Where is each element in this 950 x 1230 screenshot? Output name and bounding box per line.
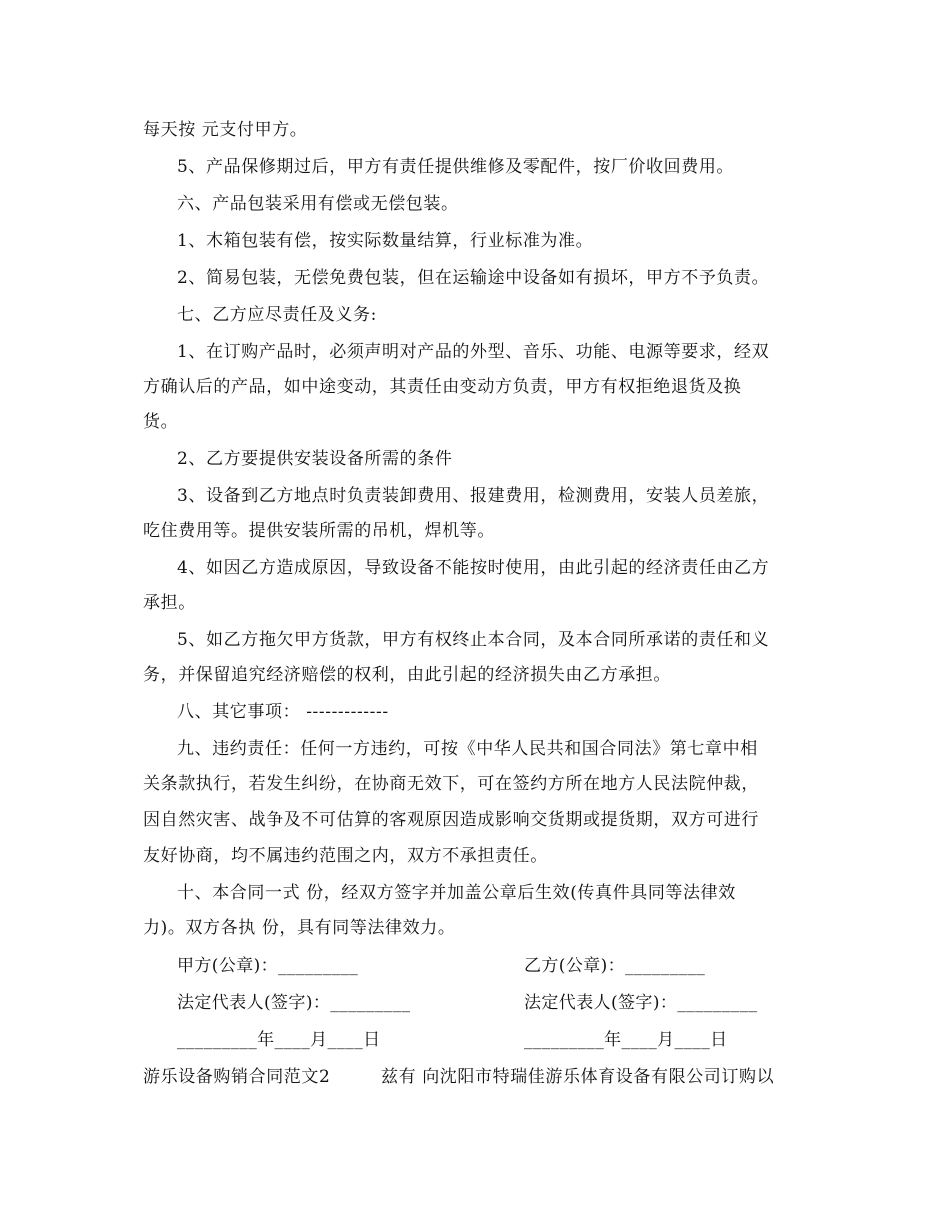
party-a-date: _________年____月____日 xyxy=(177,1030,381,1050)
text-line: 2、简易包装，无偿免费包装，但在运输途中设备如有损坏，甲方不予负责。 xyxy=(177,268,770,288)
text-line: 4、如因乙方造成原因，导致设备不能按时使用，由此引起的经济责任由乙方 xyxy=(177,558,770,578)
text-line: 关条款执行，若发生纠纷，在协商无效下，可在签约方所在地方人民法院仲裁， xyxy=(143,774,759,794)
party-b-representative: 法定代表人(签字)：_________ xyxy=(524,993,758,1013)
section-heading: 八、其它事项： ------------- xyxy=(177,702,389,722)
text-line: 1、木箱包装有偿，按实际数量结算，行业标准为准。 xyxy=(177,231,594,251)
text-line: 每天按 元支付甲方。 xyxy=(143,120,308,140)
footer-title: 游乐设备购销合同范文2 xyxy=(143,1067,331,1087)
text-line: 货。 xyxy=(143,412,179,432)
text-line: 十、本合同一式 份，经双方签字并加盖公章后生效(传真件具同等法律效 xyxy=(177,883,736,903)
party-a-representative: 法定代表人(签字)：_________ xyxy=(177,993,411,1013)
text-line: 承担。 xyxy=(143,593,196,613)
text-line: 2、乙方要提供安装设备所需的条件 xyxy=(177,449,453,469)
party-b-seal: 乙方(公章)：_________ xyxy=(524,956,706,976)
party-a-seal: 甲方(公章)：_________ xyxy=(177,956,359,976)
text-line: 5、如乙方拖欠甲方货款，甲方有权终止本合同，及本合同所承诺的责任和义 xyxy=(177,630,770,650)
text-line: 务，并保留追究经济赔偿的权利，由此引起的经济损失由乙方承担。 xyxy=(143,665,671,685)
text-line: 1、在订购产品时，必须声明对产品的外型、音乐、功能、电源等要求，经双 xyxy=(177,342,770,362)
text-line: 友好协商，均不属违约范围之内，双方不承担责任。 xyxy=(143,846,548,866)
text-line: 九、违约责任：任何一方违约，可按《中华人民共和国合同法》第七章中相 xyxy=(177,739,758,759)
text-line: 方确认后的产品，如中途变动，其责任由变动方负责，甲方有权拒绝退货及换 xyxy=(143,377,742,397)
text-line: 力)。双方各执 份，具有同等法律效力。 xyxy=(143,918,456,938)
text-line: 3、设备到乙方地点时负责装卸费用、报建费用，检测费用，安装人员差旅， xyxy=(177,486,770,506)
text-line: 吃住费用等。提供安装所需的吊机，焊机等。 xyxy=(143,521,495,541)
text-line: 5、产品保修期过后，甲方有责任提供维修及零配件，按厂价收回费用。 xyxy=(177,157,735,177)
party-b-date: _________年____月____日 xyxy=(524,1030,728,1050)
footer-text: 兹有 向沈阳市特瑞佳游乐体育设备有限公司订购以 xyxy=(381,1067,775,1087)
section-heading: 六、产品包装采用有偿或无偿包装。 xyxy=(177,194,459,214)
section-heading: 七、乙方应尽责任及义务: xyxy=(177,305,377,325)
text-line: 因自然灾害、战争及不可估算的客观原因造成影响交货期或提货期，双方可进行 xyxy=(143,810,759,830)
